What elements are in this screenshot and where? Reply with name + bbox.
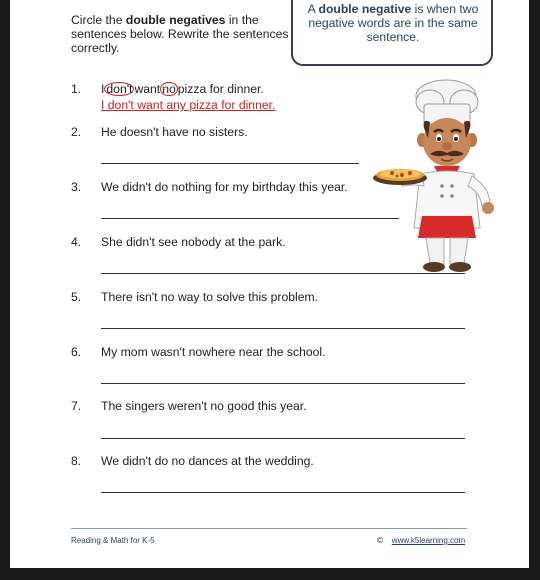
- footer-divider: [71, 528, 467, 529]
- item-sentence: She didn't see nobody at the park.: [101, 235, 286, 249]
- item-sentence: We didn't do nothing for my birthday this year.: [101, 180, 348, 194]
- item-number: 5.: [71, 290, 82, 304]
- item-number: 6.: [71, 345, 82, 359]
- answer-line[interactable]: [101, 492, 465, 493]
- circled-word: no: [162, 82, 176, 96]
- footer-link[interactable]: www.k5learning.com: [391, 536, 466, 545]
- item-sentence: The singers weren't no good this year.: [101, 399, 307, 413]
- definition-part1: A: [307, 2, 319, 16]
- example-answer: I don't want any pizza for dinner.: [101, 98, 276, 112]
- answer-line[interactable]: [101, 163, 359, 164]
- item-number: 7.: [71, 399, 82, 413]
- item-number: 4.: [71, 235, 82, 249]
- worksheet-page: [10, 0, 529, 568]
- footer-copyright: [377, 536, 465, 545]
- item-sentence: He doesn't have no sisters.: [101, 125, 248, 139]
- answer-line[interactable]: [101, 438, 465, 439]
- definition-part2: is when two negative words are in the same sentence.: [308, 2, 479, 44]
- item-number: 1.: [71, 82, 82, 96]
- copyright-symbol: ©: [377, 536, 383, 545]
- chef-illustration-icon: [372, 78, 502, 273]
- definition-bold: double negative: [318, 2, 412, 16]
- example-word: pizza for dinner.: [177, 82, 264, 96]
- instructions-bold: double negatives: [125, 13, 226, 27]
- answer-line[interactable]: [101, 383, 465, 384]
- item-sentence: My mom wasn't nowhere near the school.: [101, 345, 326, 359]
- item-number: 8.: [71, 454, 82, 468]
- example-sentence: [101, 82, 264, 96]
- answer-line[interactable]: [101, 328, 465, 329]
- item-sentence: There isn't no way to solve this problem.: [101, 290, 319, 304]
- instructions-text-2: in the sentences below. Rewrite the sentences correctly.: [71, 13, 289, 55]
- item-number: 3.: [71, 180, 82, 194]
- example-word: I: [101, 82, 105, 96]
- instructions-text: Circle the: [71, 13, 126, 27]
- item-sentence: We didn't do no dances at the wedding.: [101, 454, 314, 468]
- answer-line[interactable]: [101, 273, 465, 274]
- bottom-bar: [0, 568, 540, 580]
- example-word: want: [134, 82, 161, 96]
- footer-brand: Reading & Math for K-5: [71, 536, 155, 545]
- answer-line[interactable]: [101, 218, 399, 219]
- instructions: [71, 13, 291, 55]
- definition-text: [300, 2, 486, 44]
- item-number: 2.: [71, 125, 82, 139]
- circled-word: don't: [106, 82, 133, 96]
